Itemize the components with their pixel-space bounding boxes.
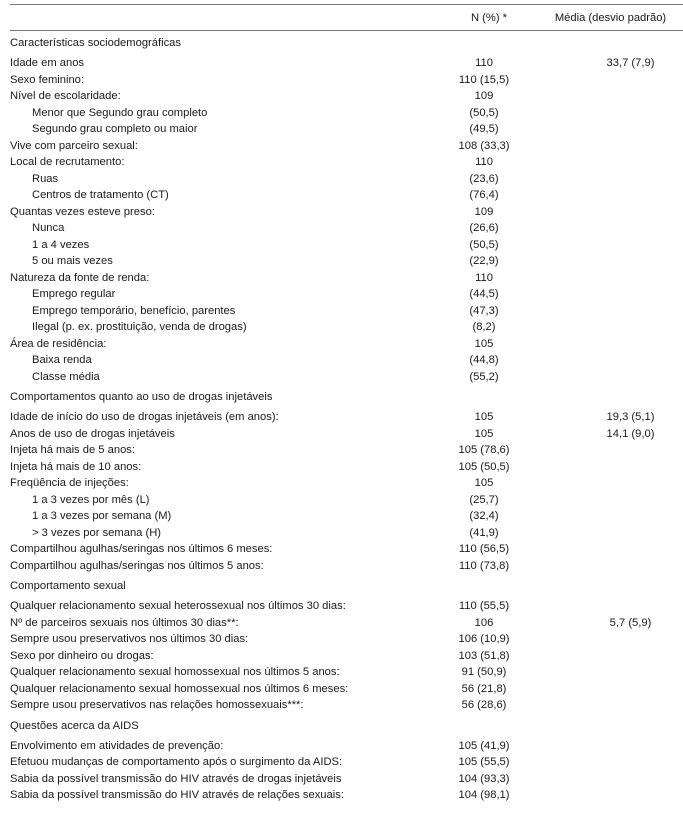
row-label: Compartilhou agulhas/seringas nos últimos 5 anos: bbox=[10, 559, 264, 572]
row-label: Segundo grau completo ou maior bbox=[32, 123, 198, 135]
row-mean-sd: 5,7 (5,9) bbox=[609, 616, 652, 629]
table-row bbox=[10, 681, 683, 698]
row-label: Baixa renda bbox=[32, 354, 92, 366]
row-label: 5 ou mais vezes bbox=[32, 255, 113, 267]
table-row bbox=[10, 525, 683, 542]
row-n-percent: 105 bbox=[474, 337, 494, 350]
row-label: Envolvimento em atividades de prevenção: bbox=[10, 739, 224, 752]
section-title: Comportamentos quanto ao uso de drogas injetáveis bbox=[10, 391, 273, 403]
row-mean-sd bbox=[538, 369, 683, 386]
row-mean-sd bbox=[538, 319, 683, 336]
table-row bbox=[10, 459, 683, 476]
table-row bbox=[10, 598, 683, 615]
row-n-percent: 110 bbox=[475, 57, 493, 69]
row-label: Quantas vezes esteve preso: bbox=[10, 205, 155, 218]
table-body bbox=[10, 31, 683, 804]
row-mean-sd: 33,7 (7,9) bbox=[606, 57, 655, 69]
table-row bbox=[10, 475, 683, 492]
table-row bbox=[10, 237, 683, 254]
row-mean-sd: 19,3 (5,1) bbox=[606, 411, 655, 423]
row-label: 1 a 4 vezes bbox=[32, 238, 90, 251]
row-label: Natureza da fonte de renda: bbox=[10, 271, 150, 284]
table-row bbox=[10, 220, 683, 237]
row-mean-sd bbox=[538, 525, 683, 542]
row-label: Freqüência de injeções: bbox=[10, 477, 129, 489]
table-row bbox=[10, 336, 683, 353]
table-row bbox=[10, 270, 683, 287]
row-n-percent: 110 (15,5) bbox=[458, 73, 510, 86]
row-mean-sd bbox=[538, 442, 683, 459]
row-mean-sd bbox=[538, 336, 683, 353]
section-title: Questões acerca da AIDS bbox=[10, 719, 139, 732]
row-mean-sd bbox=[538, 105, 683, 122]
row-n-percent: 105 bbox=[474, 477, 494, 489]
table-row bbox=[10, 286, 683, 303]
row-n-percent: (49,5) bbox=[469, 123, 499, 135]
table-row bbox=[10, 754, 683, 771]
row-label: Sabia da possível transmissão do HIV através de drogas injetáveis bbox=[10, 772, 342, 785]
row-label: Nível de escolaridade: bbox=[10, 90, 121, 102]
row-n-percent: 110 (73,8) bbox=[458, 559, 510, 572]
row-mean-sd bbox=[538, 492, 683, 509]
row-label: Vive com parceiro sexual: bbox=[10, 139, 138, 152]
section-header-row bbox=[10, 31, 683, 55]
row-n-percent: 104 (98,1) bbox=[458, 789, 510, 801]
row-n-percent: 106 bbox=[474, 616, 494, 629]
table-row bbox=[10, 664, 683, 681]
row-mean-sd bbox=[538, 270, 683, 287]
row-mean-sd bbox=[538, 631, 683, 648]
table-row bbox=[10, 138, 683, 155]
table-row bbox=[10, 541, 683, 558]
table-row bbox=[10, 187, 683, 204]
row-mean-sd bbox=[538, 508, 683, 525]
row-mean-sd bbox=[538, 171, 683, 188]
row-label: Área de residência: bbox=[10, 337, 107, 350]
table-row bbox=[10, 615, 683, 632]
row-label: Emprego regular bbox=[32, 288, 116, 300]
row-n-percent: 105 bbox=[474, 411, 494, 423]
table-row bbox=[10, 303, 683, 320]
row-label: Injeta há mais de 5 anos: bbox=[10, 444, 136, 456]
row-mean-sd bbox=[538, 648, 683, 665]
row-mean-sd bbox=[538, 72, 683, 89]
row-label: Idade de início do uso de drogas injetáveis (em anos): bbox=[10, 411, 279, 423]
row-n-percent: (44,5) bbox=[469, 288, 499, 300]
section-title: Comportamento sexual bbox=[10, 580, 126, 592]
table-row bbox=[10, 631, 683, 648]
table-row bbox=[10, 771, 683, 788]
row-mean-sd bbox=[538, 771, 683, 788]
section-header-row bbox=[10, 574, 683, 598]
header-row bbox=[10, 7, 683, 31]
row-n-percent: 105 (41,9) bbox=[458, 739, 510, 752]
row-n-percent: 56 (28,6) bbox=[461, 699, 507, 711]
row-n-percent: 109 bbox=[474, 205, 494, 218]
section-header-row bbox=[10, 714, 683, 738]
row-mean-sd bbox=[538, 738, 683, 755]
row-label: Classe média bbox=[32, 370, 100, 383]
row-mean-sd bbox=[538, 475, 683, 492]
row-n-percent: 103 (51,8) bbox=[458, 649, 510, 662]
table-row bbox=[10, 442, 683, 459]
table-row bbox=[10, 697, 683, 714]
row-label: Qualquer relacionamento sexual homossexual nos últimos 5 anos: bbox=[10, 666, 340, 678]
row-label: Qualquer relacionamento sexual heterossexual nos últimos 30 dias: bbox=[10, 600, 346, 612]
header-label bbox=[10, 7, 430, 31]
row-n-percent: (25,7) bbox=[469, 493, 499, 506]
row-mean-sd bbox=[538, 286, 683, 303]
row-label: Nº de parceiros sexuais nos últimos 30 dias**: bbox=[10, 616, 239, 629]
row-n-percent: (22,9) bbox=[469, 255, 499, 267]
row-n-percent: 56 (21,8) bbox=[461, 682, 507, 695]
section-title: Características sociodemográficas bbox=[10, 37, 181, 49]
top-rule bbox=[10, 4, 683, 5]
row-mean-sd: 14,1 (9,0) bbox=[606, 427, 655, 440]
table-row bbox=[10, 72, 683, 89]
row-n-percent: (76,4) bbox=[469, 189, 499, 201]
row-label: Nunca bbox=[32, 222, 65, 234]
table-row bbox=[10, 409, 683, 426]
row-mean-sd bbox=[538, 154, 683, 171]
table-row bbox=[10, 648, 683, 665]
row-label: Local de recrutamento: bbox=[10, 156, 125, 168]
table-row bbox=[10, 426, 683, 443]
row-mean-sd bbox=[538, 697, 683, 714]
row-mean-sd bbox=[538, 459, 683, 476]
row-mean-sd bbox=[538, 187, 683, 204]
table-row bbox=[10, 738, 683, 755]
row-n-percent: 105 bbox=[474, 427, 494, 440]
row-n-percent: 109 bbox=[474, 90, 494, 102]
table-row bbox=[10, 787, 683, 804]
row-n-percent: 105 (50,5) bbox=[458, 460, 510, 473]
row-n-percent: 110 (56,5) bbox=[458, 543, 510, 555]
data-table bbox=[10, 7, 683, 804]
row-mean-sd bbox=[538, 253, 683, 270]
table-row bbox=[10, 492, 683, 509]
row-n-percent: (50,5) bbox=[469, 106, 499, 119]
row-n-percent: 105 (55,5) bbox=[458, 756, 510, 768]
row-n-percent: 110 bbox=[475, 271, 493, 284]
row-label: Sempre usou preservativos nas relações homossexuais***: bbox=[10, 699, 304, 711]
row-label: Efetuou mudanças de comportamento após o surgimento da AIDS: bbox=[10, 756, 343, 768]
row-label: 1 a 3 vezes por mês (L) bbox=[32, 493, 150, 506]
row-label: Idade em anos bbox=[10, 57, 85, 69]
table-row bbox=[10, 558, 683, 575]
row-n-percent: 105 (78,6) bbox=[458, 444, 510, 456]
row-n-percent: 91 (50,9) bbox=[461, 666, 507, 678]
table-row bbox=[10, 88, 683, 105]
row-mean-sd bbox=[538, 220, 683, 237]
row-label: Compartilhou agulhas/seringas nos últimos 6 meses: bbox=[10, 543, 273, 555]
table-row bbox=[10, 171, 683, 188]
section-header-row bbox=[10, 385, 683, 409]
row-label: Injeta há mais de 10 anos: bbox=[10, 460, 142, 473]
row-label: Emprego temporário, benefício, parentes bbox=[32, 304, 236, 317]
table-row bbox=[10, 352, 683, 369]
row-n-percent: 108 (33,3) bbox=[458, 139, 510, 152]
row-n-percent: (26,6) bbox=[469, 222, 499, 234]
row-n-percent: (41,9) bbox=[469, 526, 499, 539]
table-row bbox=[10, 253, 683, 270]
row-n-percent: (50,5) bbox=[469, 238, 499, 251]
row-mean-sd bbox=[538, 681, 683, 698]
row-mean-sd bbox=[538, 303, 683, 320]
row-label: Centros de tratamento (CT) bbox=[32, 189, 169, 201]
row-mean-sd bbox=[538, 787, 683, 804]
row-mean-sd bbox=[538, 558, 683, 575]
row-mean-sd bbox=[538, 138, 683, 155]
table-row bbox=[10, 508, 683, 525]
table-row bbox=[10, 204, 683, 221]
row-mean-sd bbox=[538, 88, 683, 105]
row-mean-sd bbox=[538, 664, 683, 681]
table-row bbox=[10, 121, 683, 138]
table-row bbox=[10, 369, 683, 386]
row-label: Sexo feminino: bbox=[10, 73, 85, 86]
row-n-percent: 110 bbox=[475, 156, 493, 168]
row-label: Sempre usou preservativos nos últimos 30 dias: bbox=[10, 633, 249, 645]
row-label: Menor que Segundo grau completo bbox=[32, 106, 208, 119]
row-mean-sd bbox=[538, 237, 683, 254]
row-mean-sd bbox=[538, 121, 683, 138]
row-n-percent: 110 (55,5) bbox=[458, 600, 510, 612]
row-label: Ilegal (p. ex. prostituição, venda de drogas) bbox=[32, 321, 247, 333]
table-row bbox=[10, 319, 683, 336]
table-row bbox=[10, 154, 683, 171]
row-n-percent: (23,6) bbox=[469, 172, 499, 185]
table-row bbox=[10, 55, 683, 72]
row-label: Qualquer relacionamento sexual homossexual nos últimos 6 meses: bbox=[10, 682, 349, 695]
row-mean-sd bbox=[538, 352, 683, 369]
row-n-percent: 106 (10,9) bbox=[458, 633, 510, 645]
row-label: Sexo por dinheiro ou drogas: bbox=[10, 649, 154, 662]
row-label: Sabia da possível transmissão do HIV através de relações sexuais: bbox=[10, 789, 344, 801]
row-label: 1 a 3 vezes por semana (M) bbox=[32, 510, 172, 522]
table-row bbox=[10, 105, 683, 122]
row-label: Anos de uso de drogas injetáveis bbox=[10, 427, 175, 440]
row-mean-sd bbox=[538, 598, 683, 615]
row-mean-sd bbox=[538, 541, 683, 558]
row-mean-sd bbox=[538, 754, 683, 771]
header-media: Média (desvio padrão) bbox=[554, 12, 667, 24]
row-n-percent: 104 (93,3) bbox=[458, 772, 510, 785]
row-label: > 3 vezes por semana (H) bbox=[32, 526, 162, 539]
row-n-percent: (32,4) bbox=[469, 510, 499, 522]
row-n-percent: (8,2) bbox=[472, 321, 496, 333]
row-n-percent: (55,2) bbox=[469, 370, 499, 383]
row-n-percent: (47,3) bbox=[469, 304, 499, 317]
row-label: Ruas bbox=[32, 172, 59, 185]
row-n-percent: (44,8) bbox=[469, 354, 499, 366]
header-n: N (%) * bbox=[470, 12, 508, 24]
row-mean-sd bbox=[538, 204, 683, 221]
